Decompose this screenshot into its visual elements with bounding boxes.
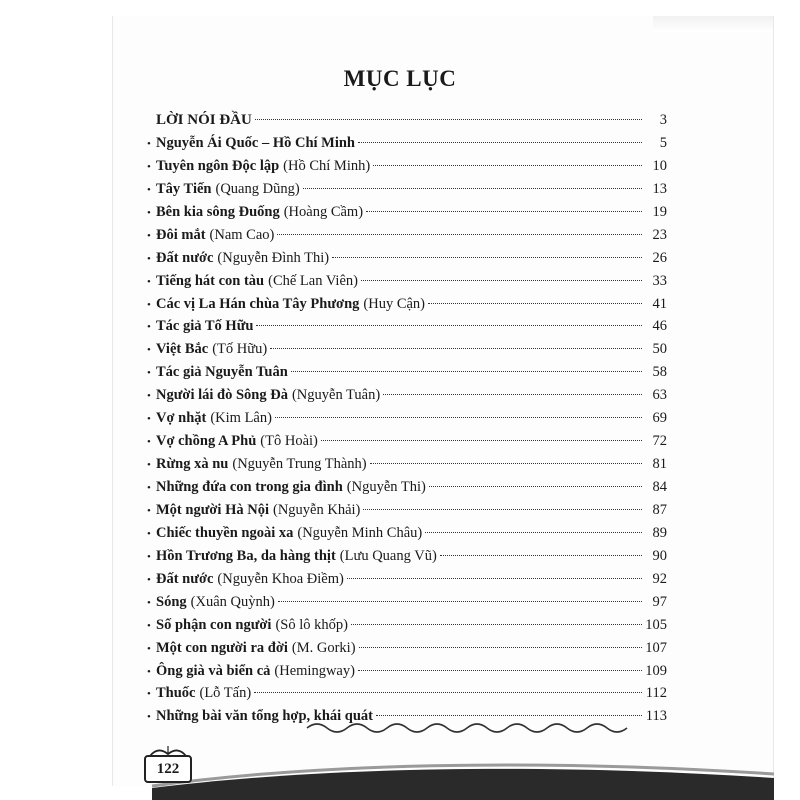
toc-entry-page: 5	[659, 134, 667, 151]
toc-entry-author: (Nguyễn Minh Châu)	[297, 524, 423, 541]
bullet-icon: •	[147, 367, 151, 380]
bullet-icon: •	[147, 390, 151, 403]
toc-entry-author: (Nguyễn Tuân)	[291, 387, 381, 404]
bullet-icon: •	[147, 482, 151, 494]
toc-entry-page: 109	[645, 662, 667, 679]
toc-entry-title: Tác giả Nguyễn Tuân	[156, 364, 288, 381]
toc-entry-page: 41	[652, 295, 667, 312]
toc-entry-author: (Hồ Chí Minh)	[283, 157, 371, 174]
toc-entry-page: 87	[652, 501, 667, 518]
toc-entry	[147, 499, 667, 522]
toc-entry-title: Đất nước	[156, 570, 214, 587]
footer-swoosh	[112, 748, 774, 800]
dot-leader	[370, 463, 642, 464]
bullet-icon: •	[147, 527, 151, 540]
bullet-icon: •	[147, 321, 151, 334]
dot-leader	[361, 280, 642, 281]
toc-entry-page: 13	[652, 180, 667, 197]
toc-entry-title: Tác giả Tố Hữu	[156, 318, 254, 335]
toc-entry-title: Hồn Trương Ba, da hàng thịt	[156, 547, 336, 564]
toc-entry-title: Các vị La Hán chùa Tây Phương	[156, 295, 360, 312]
bullet-icon: •	[147, 459, 151, 472]
dot-leader	[359, 647, 642, 648]
toc-entry-author: (M. Gorki)	[291, 639, 356, 656]
wavy-line-ornament	[305, 718, 635, 738]
toc-entry-title: Chiếc thuyền ngoài xa	[156, 524, 294, 541]
bullet-icon: •	[147, 252, 151, 265]
toc-entry	[147, 545, 667, 568]
dot-leader	[358, 670, 642, 671]
dot-leader	[256, 325, 642, 326]
toc-entry-title: Bên kia sông Đuống	[156, 203, 280, 220]
toc-entry-page: 105	[645, 616, 667, 633]
toc-entry-page: 72	[652, 433, 667, 450]
bullet-icon: •	[147, 619, 151, 632]
toc-entry-page: 113	[645, 708, 667, 725]
toc-entry-author: (Hemingway)	[274, 662, 355, 679]
toc-entry-author: (Nguyễn Đình Thi)	[217, 249, 330, 266]
dot-leader	[347, 578, 642, 579]
toc-entry-page: 50	[652, 341, 667, 358]
bullet-icon: •	[147, 436, 151, 449]
toc-entry-title: Việt Bắc	[156, 341, 209, 358]
toc-entry	[147, 568, 667, 591]
bullet-icon: •	[147, 504, 151, 517]
bullet-icon: •	[147, 183, 151, 196]
dot-leader	[440, 555, 642, 556]
toc-entry-title: Đôi mắt	[156, 226, 206, 243]
toc-entry-author: (Tô Hoài)	[260, 433, 318, 450]
bullet-icon: •	[147, 160, 151, 173]
dot-leader	[254, 692, 642, 693]
dot-leader	[278, 601, 642, 602]
toc-entry-page: 33	[652, 272, 667, 289]
toc-entry-page: 23	[652, 226, 667, 243]
toc-entry-author: (Huy Cận)	[363, 295, 426, 312]
bullet-icon: •	[147, 413, 151, 426]
toc-entry-title: Những đứa con trong gia đình	[156, 479, 343, 495]
toc-entry-title: Rừng xà nu	[156, 456, 229, 473]
toc-entry-title: Vợ nhặt	[156, 410, 207, 427]
toc-entry-page: 112	[645, 685, 667, 702]
toc-entry-author: (Nam Cao)	[209, 226, 275, 243]
dot-leader	[383, 394, 642, 395]
toc-entry	[147, 614, 667, 637]
toc-entry-author: (Kim Lân)	[210, 410, 272, 427]
toc-entry-title: Người lái đò Sông Đà	[156, 387, 288, 404]
bullet-icon: •	[147, 665, 151, 678]
toc-entry	[147, 247, 667, 270]
bullet-icon: •	[147, 642, 151, 655]
bullet-icon: •	[147, 137, 151, 150]
toc-entry-author: (Nguyễn Trung Thành)	[232, 456, 367, 473]
toc-entry	[147, 109, 667, 132]
bullet-icon: •	[147, 688, 151, 701]
page-fold-shadow	[653, 16, 773, 32]
toc-entry	[147, 315, 667, 338]
toc-entry	[147, 201, 667, 224]
toc-entry-page: 89	[652, 524, 667, 541]
toc-entry-title: Tiếng hát con tàu	[156, 272, 265, 289]
bullet-icon: •	[147, 298, 151, 311]
toc-entry-page: 19	[652, 203, 667, 220]
toc-entry-author: (Nguyễn Thi)	[346, 479, 426, 495]
toc-entry	[147, 384, 667, 407]
toc-entry-page: 84	[652, 479, 667, 495]
toc-entry	[147, 591, 667, 614]
toc-entry	[147, 293, 667, 316]
bullet-icon: •	[147, 275, 151, 288]
dot-leader	[366, 211, 642, 212]
toc-entry-page: 97	[652, 593, 667, 610]
dot-leader	[351, 624, 642, 625]
toc-entry-author: (Sô lô khốp)	[275, 616, 348, 633]
dot-leader	[332, 257, 642, 258]
dot-leader	[428, 303, 642, 304]
toc-entry	[147, 155, 667, 178]
toc-entry	[147, 178, 667, 201]
toc-entry	[147, 430, 667, 453]
toc-entry-title: Một con người ra đời	[156, 639, 288, 656]
toc-entry-page: 58	[652, 364, 667, 381]
toc-entry-page: 10	[652, 157, 667, 174]
toc-entry-page: 92	[652, 570, 667, 587]
dot-leader	[376, 715, 642, 716]
dot-leader	[321, 440, 642, 441]
toc-entry	[147, 407, 667, 430]
toc-entry-page: 63	[652, 387, 667, 404]
toc-entry-title: Tây Tiến	[156, 180, 212, 197]
dot-leader	[277, 234, 642, 235]
toc-entry-author: (Xuân Quỳnh)	[190, 593, 275, 610]
dot-leader	[429, 486, 642, 487]
toc-entry-author: (Quang Dũng)	[215, 180, 300, 197]
bullet-icon: •	[147, 596, 151, 609]
toc-entry-page: 107	[645, 639, 667, 656]
toc-entry	[147, 224, 667, 247]
toc-entry-title: Sóng	[156, 593, 187, 610]
toc-entry	[147, 361, 667, 384]
toc-entry-title: Thuốc	[156, 685, 196, 702]
toc-entry	[147, 476, 667, 499]
toc-entry-author: (Lỗ Tấn)	[199, 685, 252, 702]
dot-leader	[303, 188, 642, 189]
toc-entry-title: Nguyễn Ái Quốc – Hồ Chí Minh	[156, 134, 355, 151]
toc-entry-title: Số phận con người	[156, 616, 272, 633]
toc-entry-page: 26	[652, 249, 667, 266]
toc-entry	[147, 270, 667, 293]
page-number: 122	[144, 755, 192, 783]
dot-leader	[373, 165, 642, 166]
bullet-icon: •	[147, 206, 151, 219]
bullet-icon: •	[147, 711, 151, 724]
toc-entry	[147, 637, 667, 660]
toc-entry-author: (Tố Hữu)	[212, 341, 268, 358]
dot-leader	[425, 532, 642, 533]
toc-entry	[147, 453, 667, 476]
toc-entry-page: 90	[652, 547, 667, 564]
bullet-icon: •	[147, 344, 151, 357]
dot-leader	[275, 417, 642, 418]
toc-entry	[147, 132, 667, 155]
toc-entry-title: Tuyên ngôn Độc lập	[156, 157, 280, 174]
dot-leader	[255, 119, 642, 120]
dot-leader	[270, 348, 642, 349]
toc-entry-page: 81	[652, 456, 667, 473]
dot-leader	[358, 142, 642, 143]
bullet-icon: •	[147, 550, 151, 563]
toc-entry-author: (Lưu Quang Vũ)	[339, 547, 437, 564]
toc-entry-page: 46	[652, 318, 667, 335]
toc-entry-title: Vợ chồng A Phủ	[156, 433, 257, 450]
bullet-icon: •	[147, 573, 151, 586]
toc-entry-title: Đất nước	[156, 249, 214, 266]
toc-entry	[147, 682, 667, 705]
toc-entry-author: (Chế Lan Viên)	[268, 272, 358, 289]
toc-entry-page: 3	[659, 112, 667, 128]
table-of-contents	[147, 109, 667, 728]
page-title: MỤC LỤC	[343, 66, 457, 91]
dot-leader	[363, 509, 642, 510]
toc-entry-title: Ông già và biển cả	[156, 662, 271, 679]
toc-entry-author: (Hoàng Cầm)	[283, 203, 364, 220]
toc-entry-author: (Nguyễn Khoa Điềm)	[217, 570, 344, 587]
toc-entry-title: Một người Hà Nội	[156, 501, 269, 518]
bullet-icon: •	[147, 229, 151, 242]
dot-leader	[291, 371, 642, 372]
toc-entry	[147, 660, 667, 683]
toc-entry-page: 69	[652, 410, 667, 427]
toc-entry-title: Những bài văn tổng hợp, khái quát	[156, 708, 373, 725]
toc-entry-title: LỜI NÓI ĐẦU	[156, 112, 252, 128]
toc-entry-author: (Nguyễn Khải)	[273, 501, 361, 518]
toc-entry	[147, 338, 667, 361]
toc-entry	[147, 522, 667, 545]
